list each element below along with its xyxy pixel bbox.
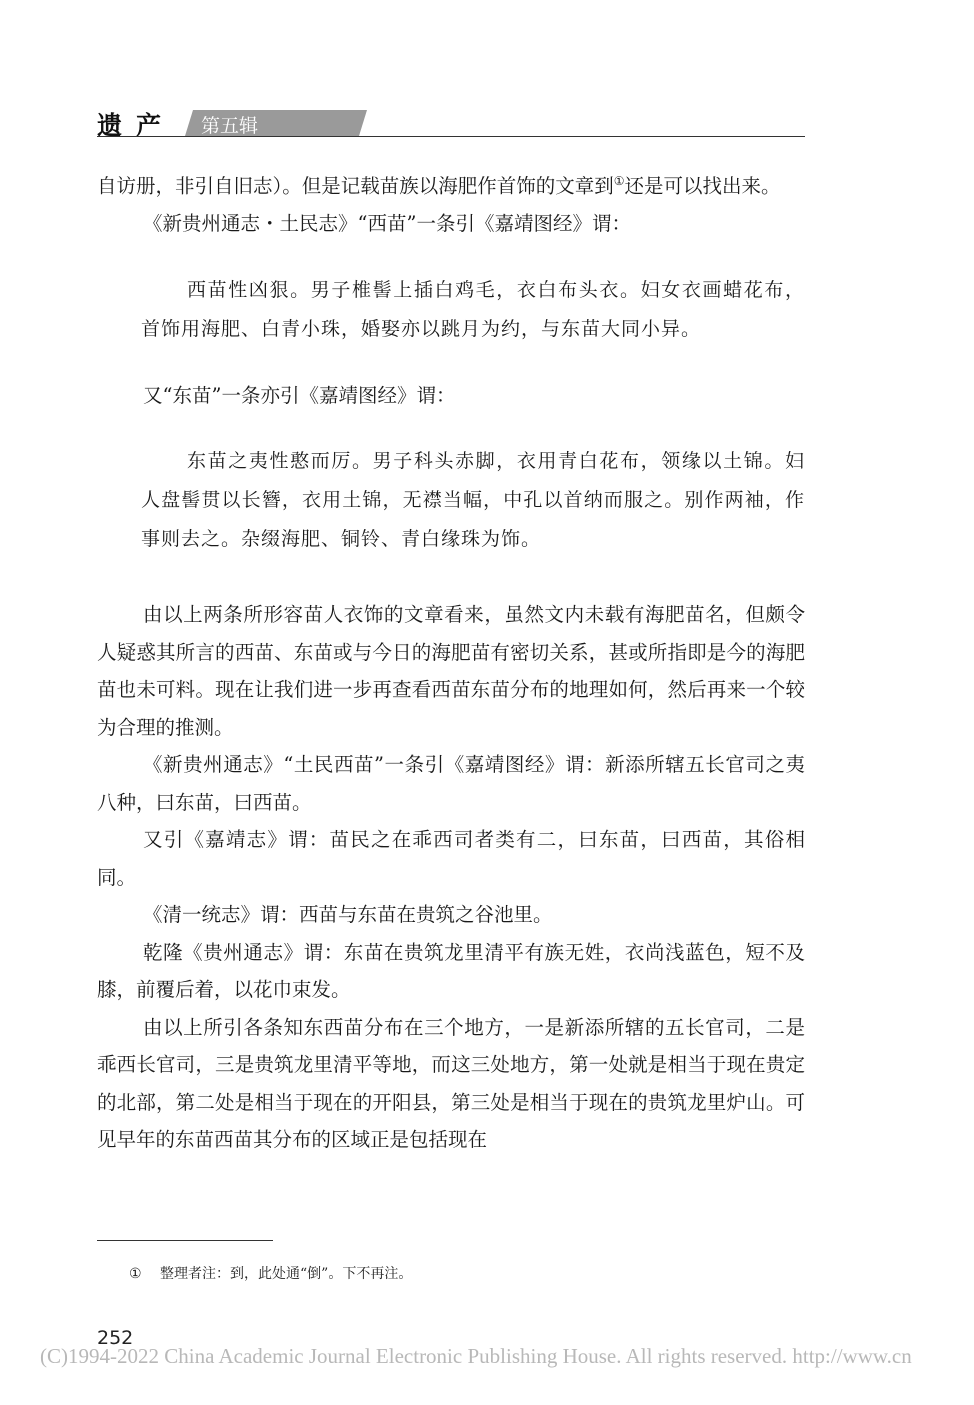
- journal-title: 遗产: [97, 111, 176, 140]
- paragraph-9: 由以上所引各条知东西苗分布在三个地方，一是新添所辖的五长官司，二是乖西长官司，三是贵筑龙里清平等地，而这三处地方，第一处就是相当于现在贵定的北部，第二处是相当于现在的开阳县，第三处是相当于现在的贵筑龙里炉山。可见早年的东苗西苗其分布的区域正是包括现在: [97, 1015, 805, 1151]
- footnote-ref: ①: [613, 174, 625, 188]
- footnote: [129, 1263, 412, 1283]
- paragraph-3: 又“东苗”一条亦引《嘉靖图经》谓：: [143, 383, 456, 407]
- paragraph-7: 《清一统志》谓：西苗与东苗在贵筑之谷池里。: [143, 903, 553, 926]
- paragraph-2: 《新贵州通志・土民志》“西苗”一条引《嘉靖图经》谓：: [143, 212, 631, 235]
- volume-label: 第五辑: [201, 115, 259, 137]
- paragraph-6: 又引《嘉靖志》谓：苗民之在乖西司者类有二，曰东苗，曰西苗，其俗相同。: [97, 828, 805, 889]
- paragraph-5: 《新贵州通志》“土民西苗”一条引《嘉靖图经》谓：新添所辖五长官司之夷八种，曰东苗，曰西苗。: [97, 753, 805, 814]
- paragraph-4: 由以上两条所形容苗人衣饰的文章看来，虽然文内未载有海肥苗名，但颇令人疑惑其所言的西苗、东苗或与今日的海肥苗有密切关系，甚或所指即是今的海肥苗也未可料。现在让我们进一步再查看西苗东苗分布的地理如何，然后再来一个较为合理的推测。: [97, 603, 805, 739]
- footnote-text: 整理者注：到，此处通“倒”。下不再注。: [160, 1266, 413, 1282]
- footnote-marker: ①: [129, 1266, 142, 1282]
- paragraph-8: 乾隆《贵州通志》谓：东苗在贵筑龙里清平有族无姓，衣尚浅蓝色，短不及膝，前覆后着，以花巾束发。: [97, 940, 805, 1001]
- footnote-rule: [97, 1240, 273, 1241]
- copyright-watermark: (C)1994-2022 China Academic Journal Electronic Publishing House. All rights reserved. http://www.cn: [40, 1344, 912, 1368]
- body-text: [97, 163, 805, 1159]
- running-header: [97, 104, 805, 138]
- paragraph-1: 自访册，非引自旧志）。但是记载苗族以海肥作首饰的文章到①还是可以找出来。: [97, 174, 781, 198]
- quote-1: 西苗性凶狠。男子椎髻上插白鸡毛，衣白布头衣。妇女衣画蜡花布，首饰用海肥、白青小珠，婚娶亦以跳月为约，与东苗大同小异。: [141, 278, 805, 340]
- header-rule: [97, 136, 805, 137]
- page-number: 252: [97, 1327, 134, 1349]
- quote-2: 东苗之夷性憨而厉。男子科头赤脚，衣用青白花布，领缘以土锦。妇人盘髻贯以长簪，衣用土锦，无襟当幅，中孔以首纳而服之。别作两袖，作事则去之。杂缀海肥、铜铃、青白缘珠为饰。: [141, 450, 805, 550]
